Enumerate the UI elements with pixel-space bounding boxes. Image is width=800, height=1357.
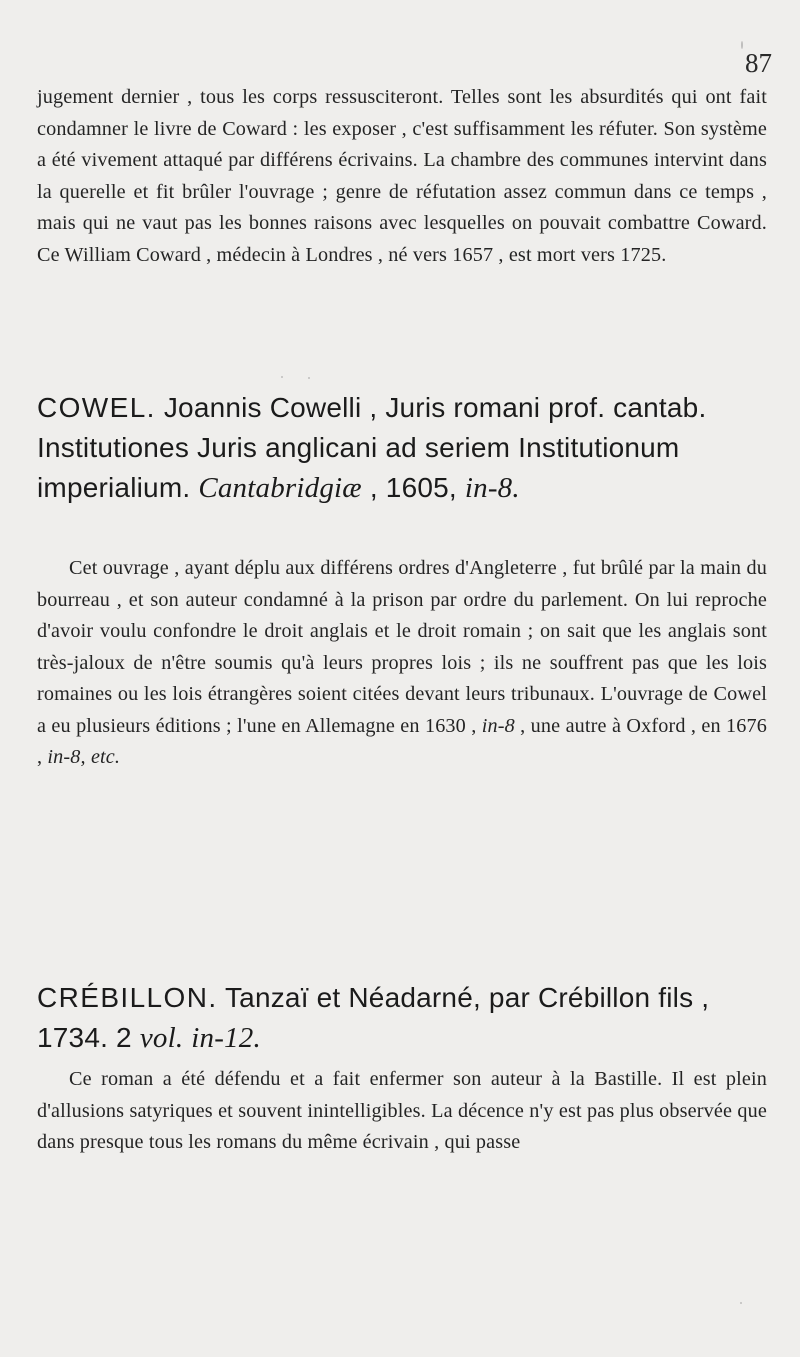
cowel-paragraph bbox=[37, 553, 767, 774]
intro-paragraph: jugement dernier , tous les corps ressusciteront. Telles sont les absurdités qui ont fait condamner le livre de Coward : les exposer , c'est suffisamment les réfuter. Son système a été vivement attaqué par différens écrivains. La chambre des communes intervint dans la querelle et fit brûler l'ouvrage ; genre de réfutation assez commun dans ce temps , mais qui ne vaut pas les bonnes raisons avec lesquelles on pouvait combattre Coward. Ce William Coward , médecin à Londres , né vers 1657 , est mort vers 1725. bbox=[37, 86, 767, 266]
cowel-name: COWEL. bbox=[37, 392, 156, 423]
crebillon-volume: vol. bbox=[139, 1022, 184, 1054]
cowel-paragraph-main: Cet ouvrage , ayant déplu aux différens ordres d'Angleterre , fut brûlé par la main du bourreau , et son auteur condamné à la prison par ordre du parlement. On lui reproche d'avoir voulu confondre le droit anglais et le droit romain ; on sait que les anglais sont très-jaloux de n'être soumis qu'à leurs propres lois ; ils ne souffrent pas que les lois romaines ou les lois étrangères soient citées devant leurs tribunaux. L'ouvrage de Cowel a eu plusieurs éditions ; l'une en Allemagne en 1630 , bbox=[37, 557, 767, 737]
page-number: 87 bbox=[745, 48, 772, 78]
crebillon-name: CRÉBILLON. bbox=[37, 982, 218, 1013]
paper-speck bbox=[281, 376, 283, 378]
cowel-date: , 1605, bbox=[369, 472, 457, 503]
cowel-paragraph-format-1: in-8 bbox=[481, 714, 515, 737]
paper-speck bbox=[741, 41, 743, 49]
crebillon-entry-heading bbox=[37, 978, 767, 1058]
cowel-paragraph-end: etc. bbox=[90, 746, 121, 768]
crebillon-title: Tanzaï et Néadarné, par Crébillon fils , 1734. 2 bbox=[37, 982, 710, 1053]
cowel-paragraph-middle: , une autre à Oxford , en 1676 , bbox=[37, 714, 768, 768]
paper-speck bbox=[308, 377, 310, 379]
cowel-entry-heading bbox=[37, 388, 767, 508]
paper-speck bbox=[740, 1302, 742, 1304]
cowel-place: Cantabridgiæ bbox=[198, 472, 362, 504]
crebillon-format: in-12. bbox=[191, 1022, 261, 1054]
crebillon-paragraph: Ce roman a été défendu et a fait enfermer son auteur à la Bastille. Il est plein d'allusions satyriques et souvent inintelligibles. La décence n'y est pas plus observée que dans presque tous les romans du même écrivain , qui passe bbox=[37, 1068, 767, 1153]
cowel-title: Joannis Cowelli , Juris romani prof. cantab. Institutiones Juris anglicani ad seriem Institutionum imperialium. bbox=[37, 392, 707, 503]
cowel-format: in-8. bbox=[464, 472, 520, 504]
cowel-paragraph-format-2: in-8, bbox=[47, 746, 86, 768]
